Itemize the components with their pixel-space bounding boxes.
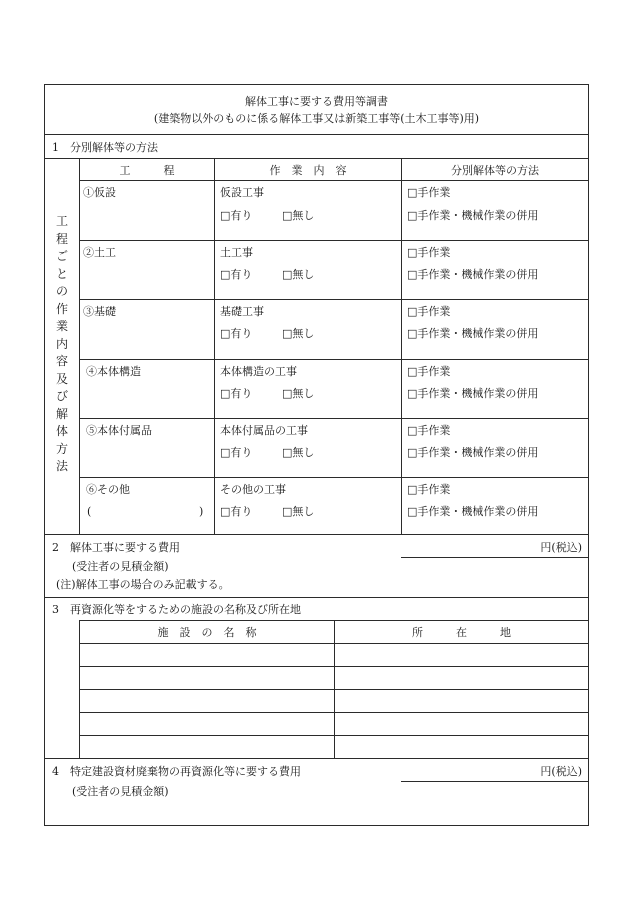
checkbox-yes[interactable]: □有り xyxy=(220,446,253,459)
section4-heading: 4 特定建設資材廃棄物の再資源化等に要する費用 xyxy=(52,765,301,778)
frame-left xyxy=(44,84,45,826)
process-cell: ②土工 xyxy=(83,246,116,259)
table-hline xyxy=(79,666,589,667)
section3-heading: 3 再資源化等をするための施設の名称及び所在地 xyxy=(52,603,301,616)
process-cell: ⑤本体付属品 xyxy=(86,424,152,437)
checkbox-no[interactable]: □無し xyxy=(282,387,315,400)
checkbox-manual[interactable]: □手作業 xyxy=(407,186,451,199)
section4-note: (受注者の見積金額) xyxy=(72,785,169,798)
checkbox-manual[interactable]: □手作業 xyxy=(407,305,451,318)
table-hline xyxy=(79,735,589,736)
table-hline xyxy=(79,359,589,360)
checkbox-yes[interactable]: □有り xyxy=(220,505,253,518)
work-cell: 本体構造の工事 xyxy=(220,365,297,378)
checkbox-manual-machine[interactable]: □手作業・機械作業の併用 xyxy=(407,209,539,222)
col-header-work: 作 業 内 容 xyxy=(269,164,347,177)
table-hline xyxy=(79,689,589,690)
divider xyxy=(44,134,589,135)
checkbox-manual[interactable]: □手作業 xyxy=(407,246,451,259)
section2-unit: 円(税込) xyxy=(540,541,582,554)
table-hline xyxy=(79,180,589,181)
document-title: 解体工事に要する費用等調書 xyxy=(245,95,388,108)
section2-heading: 2 解体工事に要する費用 xyxy=(52,541,180,554)
table-hline xyxy=(79,299,589,300)
process-cell: ③基礎 xyxy=(83,305,116,318)
work-cell: 土工事 xyxy=(220,246,253,259)
table-hline xyxy=(79,712,589,713)
process-cell: ④本体構造 xyxy=(86,365,141,378)
process-cell: ①仮設 xyxy=(83,186,116,199)
checkbox-manual-machine[interactable]: □手作業・機械作業の併用 xyxy=(407,505,539,518)
checkbox-manual[interactable]: □手作業 xyxy=(407,365,451,378)
checkbox-yes[interactable]: □有り xyxy=(220,327,253,340)
checkbox-manual[interactable]: □手作業 xyxy=(407,483,451,496)
frame-bottom xyxy=(44,825,589,826)
table-hline xyxy=(79,240,589,241)
checkbox-no[interactable]: □無し xyxy=(282,327,315,340)
section4-unit: 円(税込) xyxy=(540,765,582,778)
frame-top xyxy=(44,84,589,85)
checkbox-yes[interactable]: □有り xyxy=(220,268,253,281)
frame-right xyxy=(588,84,589,826)
checkbox-no[interactable]: □無し xyxy=(282,505,315,518)
work-cell: 基礎工事 xyxy=(220,305,264,318)
document-subtitle: (建築物以外のものに係る解体工事又は新築工事等(土木工事等)用) xyxy=(153,112,480,125)
col-header-facility-name: 施 設 の 名 称 xyxy=(157,626,257,639)
col-header-process: 工 程 xyxy=(119,164,175,177)
checkbox-manual-machine[interactable]: □手作業・機械作業の併用 xyxy=(407,387,539,400)
col-header-method: 分別解体等の方法 xyxy=(451,164,539,177)
section2-note: (受注者の見積金額) xyxy=(72,560,169,573)
checkbox-yes[interactable]: □有り xyxy=(220,387,253,400)
checkbox-no[interactable]: □無し xyxy=(282,446,315,459)
checkbox-no[interactable]: □無し xyxy=(282,209,315,222)
amount-line xyxy=(401,557,589,558)
table-hline xyxy=(79,477,589,478)
checkbox-yes[interactable]: □有り xyxy=(220,209,253,222)
col-header-location: 所 在 地 xyxy=(412,626,511,639)
section2-note: (注)解体工事の場合のみ記載する。 xyxy=(56,578,230,591)
process-cell: ⑥その他 xyxy=(86,483,130,496)
paren-open: ( xyxy=(87,505,92,518)
work-cell: 仮設工事 xyxy=(220,186,264,199)
paren-close: ) xyxy=(199,505,204,518)
amount-line xyxy=(401,781,589,782)
checkbox-manual[interactable]: □手作業 xyxy=(407,424,451,437)
checkbox-no[interactable]: □無し xyxy=(282,268,315,281)
divider xyxy=(44,758,589,759)
table-hline xyxy=(44,534,589,535)
section1-side-label: 工程ごとの作業内容及び解体方法 xyxy=(55,214,68,473)
divider xyxy=(44,597,589,598)
table-hline xyxy=(79,643,589,644)
checkbox-manual-machine[interactable]: □手作業・機械作業の併用 xyxy=(407,446,539,459)
section1-heading: 1 分別解体等の方法 xyxy=(52,141,158,154)
work-cell: その他の工事 xyxy=(220,483,286,496)
table-hline xyxy=(79,418,589,419)
work-cell: 本体付属品の工事 xyxy=(220,424,308,437)
divider xyxy=(44,158,589,159)
checkbox-manual-machine[interactable]: □手作業・機械作業の併用 xyxy=(407,268,539,281)
checkbox-manual-machine[interactable]: □手作業・機械作業の併用 xyxy=(407,327,539,340)
